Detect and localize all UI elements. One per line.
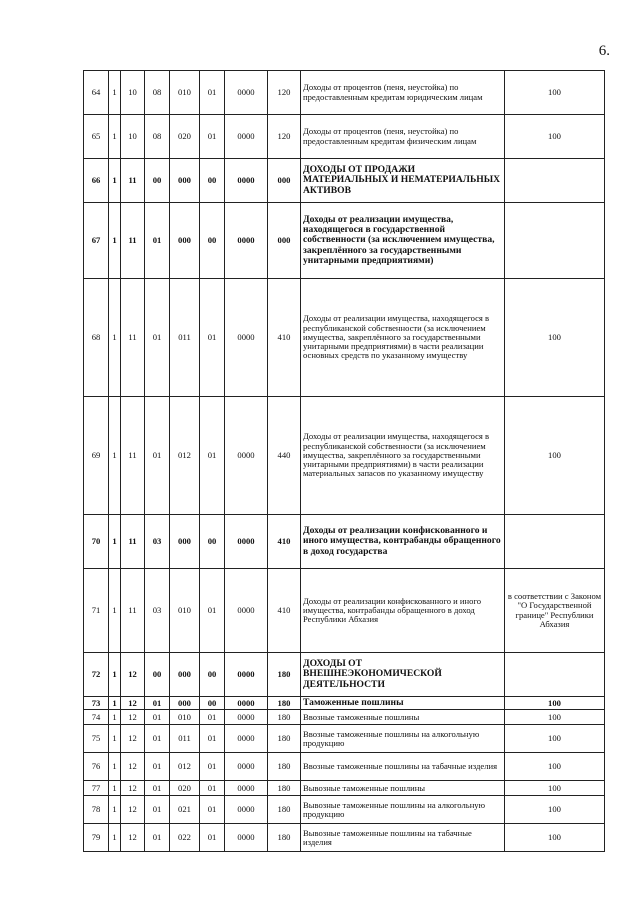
norm-percent-cell: 100 (505, 397, 605, 515)
code-element-cell: 01 (200, 796, 225, 824)
table-row (84, 279, 605, 397)
code-program-cell: 0000 (225, 279, 268, 397)
code-group-cell: 1 (109, 781, 121, 796)
code-subarticle-cell: 022 (170, 824, 200, 852)
table-row (84, 697, 605, 710)
code-economic-cell: 180 (268, 753, 301, 781)
row-number-cell: 68 (84, 279, 109, 397)
norm-percent-cell: 100 (505, 115, 605, 159)
revenue-name-cell: Доходы от реализации имущества, находящегося в республиканской собственности (за исключением имущества, закреплённого за государственными унитарными предприятиями) в части реализации основных средств по указанному имуществу (301, 279, 505, 397)
code-article-cell: 01 (145, 796, 170, 824)
code-subgroup-cell: 12 (121, 725, 145, 753)
code-element-cell: 01 (200, 753, 225, 781)
code-article-cell: 01 (145, 279, 170, 397)
code-element-cell: 00 (200, 203, 225, 279)
norm-percent-cell (505, 653, 605, 697)
norm-percent-cell: 100 (505, 725, 605, 753)
code-article-cell: 00 (145, 653, 170, 697)
code-program-cell: 0000 (225, 753, 268, 781)
row-number-cell: 64 (84, 71, 109, 115)
code-element-cell: 01 (200, 397, 225, 515)
row-number-cell: 75 (84, 725, 109, 753)
code-element-cell: 00 (200, 515, 225, 569)
table-row (84, 397, 605, 515)
code-subarticle-cell: 010 (170, 710, 200, 725)
norm-percent-cell: 100 (505, 824, 605, 852)
table-row (84, 781, 605, 796)
code-economic-cell: 000 (268, 203, 301, 279)
code-article-cell: 01 (145, 710, 170, 725)
code-subarticle-cell: 020 (170, 115, 200, 159)
norm-percent-cell: 100 (505, 781, 605, 796)
code-program-cell: 0000 (225, 653, 268, 697)
norm-percent-cell (505, 159, 605, 203)
code-subarticle-cell: 000 (170, 697, 200, 710)
code-group-cell: 1 (109, 796, 121, 824)
code-element-cell: 01 (200, 71, 225, 115)
revenue-name-cell: Доходы от процентов (пеня, неустойка) по предоставленным кредитам физическим лицам (301, 115, 505, 159)
code-article-cell: 01 (145, 203, 170, 279)
code-subgroup-cell: 11 (121, 279, 145, 397)
code-element-cell: 00 (200, 159, 225, 203)
table-row (84, 710, 605, 725)
code-subarticle-cell: 000 (170, 653, 200, 697)
row-number-cell: 77 (84, 781, 109, 796)
code-group-cell: 1 (109, 753, 121, 781)
table-row (84, 159, 605, 203)
code-program-cell: 0000 (225, 159, 268, 203)
code-subgroup-cell: 11 (121, 569, 145, 653)
revenue-name-cell: Доходы от реализации имущества, находящегося в республиканской собственности (за исключением имущества, закреплённого за государственными унитарными предприятиями) в части реализации материальных запасов по указанному имуществу (301, 397, 505, 515)
revenue-name-cell: Вывозные таможенные пошлины на алкогольную продукцию (301, 796, 505, 824)
row-number-cell: 70 (84, 515, 109, 569)
revenue-name-cell: Доходы от реализации конфискованного и иного имущества, контрабанды обращенного в доход государства (301, 515, 505, 569)
code-article-cell: 01 (145, 781, 170, 796)
revenue-name-cell: Вывозные таможенные пошлины (301, 781, 505, 796)
code-program-cell: 0000 (225, 697, 268, 710)
code-subarticle-cell: 020 (170, 781, 200, 796)
table-row (84, 824, 605, 852)
code-subgroup-cell: 12 (121, 824, 145, 852)
code-economic-cell: 180 (268, 653, 301, 697)
revenue-name-cell: ДОХОДЫ ОТ ПРОДАЖИ МАТЕРИАЛЬНЫХ И НЕМАТЕРИАЛЬНЫХ АКТИВОВ (301, 159, 505, 203)
code-subarticle-cell: 012 (170, 753, 200, 781)
code-element-cell: 01 (200, 279, 225, 397)
code-economic-cell: 180 (268, 781, 301, 796)
norm-percent-cell: 100 (505, 710, 605, 725)
code-subgroup-cell: 11 (121, 203, 145, 279)
code-program-cell: 0000 (225, 515, 268, 569)
code-subarticle-cell: 021 (170, 796, 200, 824)
code-subarticle-cell: 010 (170, 71, 200, 115)
code-group-cell: 1 (109, 725, 121, 753)
code-group-cell: 1 (109, 569, 121, 653)
norm-percent-cell: в соответствии с Законом "О Государственной границе" Республики Абхазия (505, 569, 605, 653)
code-group-cell: 1 (109, 515, 121, 569)
code-element-cell: 01 (200, 725, 225, 753)
code-program-cell: 0000 (225, 710, 268, 725)
row-number-cell: 74 (84, 710, 109, 725)
code-article-cell: 01 (145, 697, 170, 710)
code-economic-cell: 180 (268, 710, 301, 725)
revenue-name-cell: Ввозные таможенные пошлины на алкогольную продукцию (301, 725, 505, 753)
revenue-name-cell: Вывозные таможенные пошлины на табачные изделия (301, 824, 505, 852)
code-subgroup-cell: 10 (121, 71, 145, 115)
code-element-cell: 01 (200, 115, 225, 159)
code-group-cell: 1 (109, 71, 121, 115)
revenue-name-cell: Ввозные таможенные пошлины (301, 710, 505, 725)
code-economic-cell: 120 (268, 71, 301, 115)
code-subgroup-cell: 11 (121, 159, 145, 203)
row-number-cell: 72 (84, 653, 109, 697)
code-group-cell: 1 (109, 397, 121, 515)
revenue-name-cell: Доходы от реализации имущества, находящегося в государственной собственности (за исключением имущества, закреплённого за государственными унитарными предприятиями) (301, 203, 505, 279)
row-number-cell: 73 (84, 697, 109, 710)
code-subgroup-cell: 12 (121, 710, 145, 725)
table-row (84, 115, 605, 159)
code-program-cell: 0000 (225, 397, 268, 515)
row-number-cell: 66 (84, 159, 109, 203)
code-article-cell: 08 (145, 115, 170, 159)
revenue-name-cell: Таможенные пошлины (301, 697, 505, 710)
code-subarticle-cell: 000 (170, 159, 200, 203)
code-subgroup-cell: 12 (121, 781, 145, 796)
code-economic-cell: 180 (268, 796, 301, 824)
code-article-cell: 01 (145, 824, 170, 852)
code-group-cell: 1 (109, 697, 121, 710)
code-group-cell: 1 (109, 710, 121, 725)
code-element-cell: 00 (200, 697, 225, 710)
code-element-cell: 00 (200, 653, 225, 697)
code-economic-cell: 180 (268, 697, 301, 710)
code-program-cell: 0000 (225, 71, 268, 115)
page-number: 6. (598, 43, 610, 59)
row-number-cell: 67 (84, 203, 109, 279)
code-subarticle-cell: 000 (170, 515, 200, 569)
row-number-cell: 78 (84, 796, 109, 824)
code-economic-cell: 120 (268, 115, 301, 159)
code-subgroup-cell: 10 (121, 115, 145, 159)
table-row (84, 569, 605, 653)
row-number-cell: 76 (84, 753, 109, 781)
norm-percent-cell: 100 (505, 753, 605, 781)
code-program-cell: 0000 (225, 824, 268, 852)
code-article-cell: 01 (145, 397, 170, 515)
code-article-cell: 03 (145, 515, 170, 569)
table-row (84, 653, 605, 697)
row-number-cell: 71 (84, 569, 109, 653)
norm-percent-cell (505, 515, 605, 569)
code-subarticle-cell: 011 (170, 279, 200, 397)
code-group-cell: 1 (109, 115, 121, 159)
revenue-name-cell: Доходы от процентов (пеня, неустойка) по предоставленным кредитам юридическим лицам (301, 71, 505, 115)
code-subgroup-cell: 12 (121, 697, 145, 710)
norm-percent-cell (505, 203, 605, 279)
code-economic-cell: 410 (268, 515, 301, 569)
code-element-cell: 01 (200, 710, 225, 725)
code-subgroup-cell: 12 (121, 653, 145, 697)
table-row (84, 796, 605, 824)
norm-percent-cell: 100 (505, 697, 605, 710)
code-element-cell: 01 (200, 781, 225, 796)
table-row (84, 203, 605, 279)
norm-percent-cell: 100 (505, 279, 605, 397)
revenue-name-cell: ДОХОДЫ ОТ ВНЕШНЕЭКОНОМИЧЕСКОЙ ДЕЯТЕЛЬНОСТИ (301, 653, 505, 697)
code-subarticle-cell: 011 (170, 725, 200, 753)
table-row (84, 753, 605, 781)
code-subgroup-cell: 11 (121, 397, 145, 515)
revenue-classification-table (83, 70, 605, 852)
code-article-cell: 03 (145, 569, 170, 653)
code-subgroup-cell: 11 (121, 515, 145, 569)
code-subarticle-cell: 010 (170, 569, 200, 653)
code-element-cell: 01 (200, 824, 225, 852)
code-article-cell: 00 (145, 159, 170, 203)
code-group-cell: 1 (109, 653, 121, 697)
code-program-cell: 0000 (225, 725, 268, 753)
code-group-cell: 1 (109, 279, 121, 397)
norm-percent-cell: 100 (505, 796, 605, 824)
row-number-cell: 69 (84, 397, 109, 515)
code-subgroup-cell: 12 (121, 796, 145, 824)
code-program-cell: 0000 (225, 203, 268, 279)
revenue-name-cell: Доходы от реализации конфискованного и иного имущества, контрабанды обращенного в доход Республики Абхазия (301, 569, 505, 653)
code-economic-cell: 180 (268, 824, 301, 852)
code-program-cell: 0000 (225, 569, 268, 653)
code-article-cell: 08 (145, 71, 170, 115)
code-program-cell: 0000 (225, 115, 268, 159)
code-economic-cell: 410 (268, 279, 301, 397)
code-program-cell: 0000 (225, 781, 268, 796)
code-economic-cell: 440 (268, 397, 301, 515)
table-row (84, 515, 605, 569)
code-group-cell: 1 (109, 824, 121, 852)
table-row (84, 71, 605, 115)
code-article-cell: 01 (145, 725, 170, 753)
row-number-cell: 79 (84, 824, 109, 852)
code-subarticle-cell: 012 (170, 397, 200, 515)
code-group-cell: 1 (109, 203, 121, 279)
code-subgroup-cell: 12 (121, 753, 145, 781)
code-economic-cell: 410 (268, 569, 301, 653)
code-economic-cell: 180 (268, 725, 301, 753)
table-row (84, 725, 605, 753)
norm-percent-cell: 100 (505, 71, 605, 115)
code-subarticle-cell: 000 (170, 203, 200, 279)
row-number-cell: 65 (84, 115, 109, 159)
code-element-cell: 01 (200, 569, 225, 653)
revenue-name-cell: Ввозные таможенные пошлины на табачные изделия (301, 753, 505, 781)
code-article-cell: 01 (145, 753, 170, 781)
code-economic-cell: 000 (268, 159, 301, 203)
code-program-cell: 0000 (225, 796, 268, 824)
code-group-cell: 1 (109, 159, 121, 203)
